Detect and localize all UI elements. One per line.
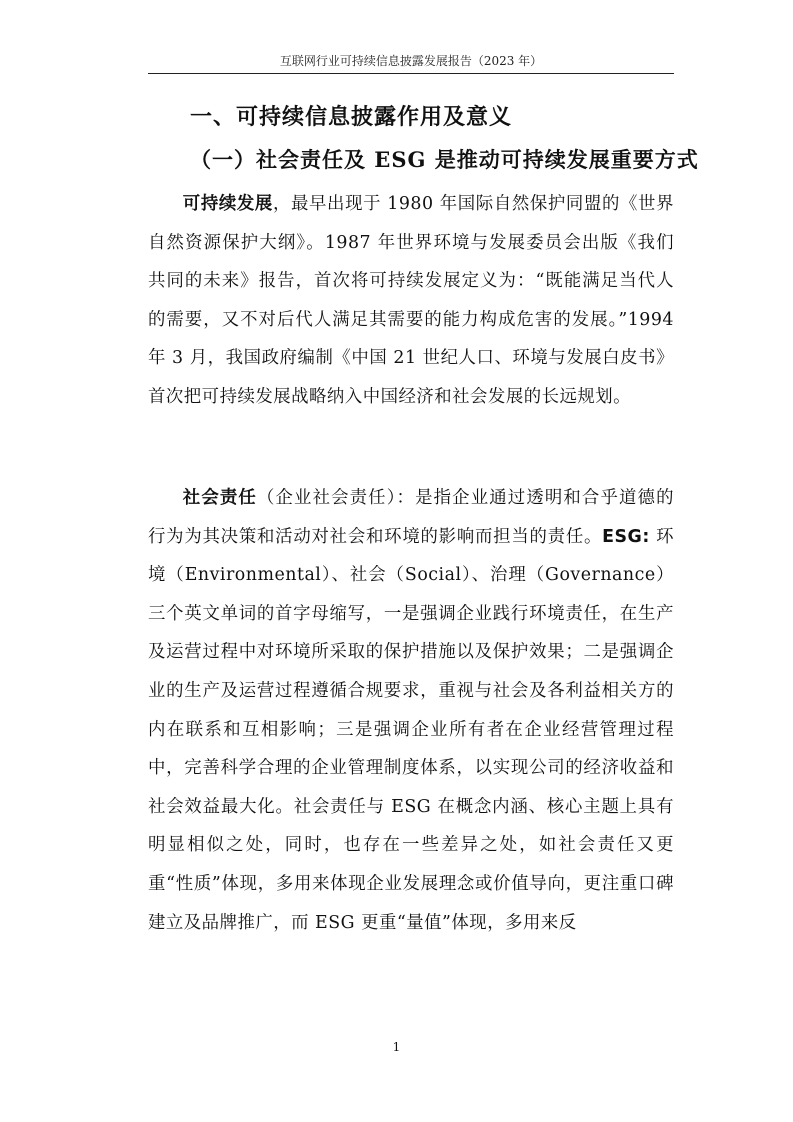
section-heading: 一、可持续信息披露作用及意义 — [190, 105, 513, 130]
paragraph-text-b: 环境（Environmental）、社会（Social）、治理（Governance）三个英文单词的首字母缩写，一是强调企业践行环境责任，在生产及运营过程中对环境所采取的保护措施以及保护效果；二是强调企业的生产及运营过程遵循合规要求，重视与社会及各利益相关方的内在联系和互相影响；三是强调企业所有者在企业经营管理过程中，完善科学合理的企业管理制度体系，以实现公司的经济收益和社会效益最大化。社会责任与 ESG 在概念内涵、核心主题上具有明显相似之处，同时，也存在一些差异之处，如社会责任又更重“性质”体现，多用来体现企业发展理念或价值导向，更注重口碑建立及品牌推广，而 ESG 更重“量值”体现，多用来反 — [148, 526, 674, 933]
term-sustainable-development: 可持续发展 — [182, 194, 273, 214]
paragraph-social-responsibility — [148, 479, 674, 942]
paragraph-sustainable-development — [148, 185, 674, 417]
header-divider — [148, 73, 674, 74]
paragraph-text: ，最早出现于 1980 年国际自然保护同盟的《世界自然资源保护大纲》。1987 年世界环境与发展委员会出版《我们共同的未来》报告，首次将可持续发展定义为：“既能满足当代人的需要，又不对后代人满足其需要的能力构成危害的发展。”1994 年 3 月，我国政府编制《中国 21 世纪人口、环境与发展白皮书》首次把可持续发展战略纳入中国经济和社会发展的长远规划。 — [148, 194, 674, 407]
term-social-responsibility: 社会责任 — [182, 488, 257, 508]
page-number: 1 — [392, 1040, 401, 1054]
subsection-heading: （一）社会责任及 ESG 是推动可持续发展重要方式 — [190, 147, 699, 172]
term-esg: ESG: — [602, 526, 650, 547]
running-header: 互联网行业可持续信息披露发展报告（2023 年） — [279, 54, 543, 68]
paragraph-text-a: （企业社会责任）：是指企业通过透明和合乎道德的行为为其决策和活动对社会和环境的影响而担当的责任。 — [148, 488, 674, 547]
